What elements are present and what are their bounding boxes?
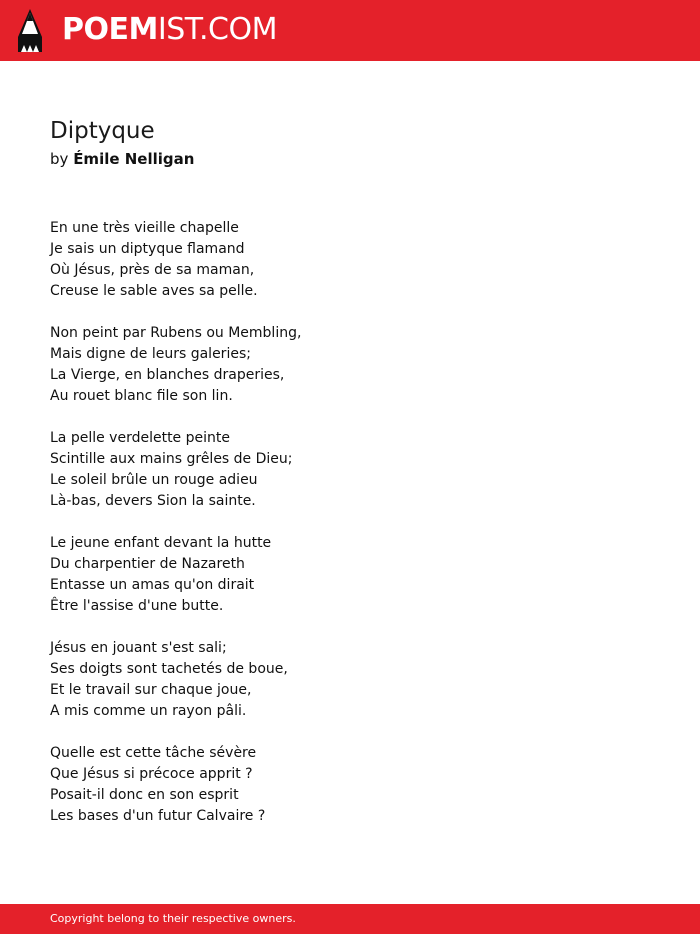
poem-line: La Vierge, en blanches draperies, bbox=[50, 367, 285, 383]
logo-light-text: IST.COM bbox=[157, 12, 277, 47]
poem-line: Quelle est cette tâche sévère bbox=[50, 745, 257, 761]
poem-line: Que Jésus si précoce apprit ? bbox=[50, 766, 253, 782]
poem-line: Les bases d'un futur Calvaire ? bbox=[50, 808, 266, 824]
stanza bbox=[50, 743, 650, 827]
copyright-notice: Copyright belong to their respective owners. bbox=[50, 912, 296, 925]
stanza bbox=[50, 218, 650, 302]
poem-line: Et le travail sur chaque joue, bbox=[50, 682, 252, 698]
site-footer bbox=[0, 904, 700, 934]
stanza bbox=[50, 428, 650, 512]
poem-line: Jésus en jouant s'est sali; bbox=[50, 640, 227, 656]
poem-line: Entasse un amas qu'on dirait bbox=[50, 577, 255, 593]
poem-line: Mais digne de leurs galeries; bbox=[50, 346, 251, 362]
logo-bold-text: POEM bbox=[62, 12, 158, 47]
poem-line: Du charpentier de Nazareth bbox=[50, 556, 245, 572]
stanza bbox=[50, 638, 650, 722]
poem-line: Être l'assise d'une butte. bbox=[50, 598, 224, 614]
poem-line: Le jeune enfant devant la hutte bbox=[50, 535, 272, 551]
poem-line: Posait-il donc en son esprit bbox=[50, 787, 239, 803]
poem-title: Diptyque bbox=[50, 118, 155, 144]
stanza bbox=[50, 323, 650, 407]
poem-line: Le soleil brûle un rouge adieu bbox=[50, 472, 258, 488]
poem-body bbox=[50, 218, 650, 848]
poem-line: En une très vieille chapelle bbox=[50, 220, 239, 236]
poem-line: Scintille aux mains grêles de Dieu; bbox=[50, 451, 293, 467]
byline bbox=[50, 149, 194, 169]
site-logo[interactable] bbox=[62, 12, 277, 48]
poem-line: Où Jésus, près de sa maman, bbox=[50, 262, 255, 278]
site-header bbox=[0, 0, 700, 61]
stanza bbox=[50, 533, 650, 617]
poem-line: Là-bas, devers Sion la sainte. bbox=[50, 493, 256, 509]
by-label: by bbox=[50, 150, 69, 168]
poem-line: Je sais un diptyque flamand bbox=[50, 241, 245, 257]
poem-line: A mis comme un rayon pâli. bbox=[50, 703, 247, 719]
poem-line: Non peint par Rubens ou Membling, bbox=[50, 325, 302, 341]
poem-line: Creuse le sable aves sa pelle. bbox=[50, 283, 258, 299]
poem-line: Au rouet blanc file son lin. bbox=[50, 388, 233, 404]
author-name: Émile Nelligan bbox=[73, 150, 195, 168]
poem-line: La pelle verdelette peinte bbox=[50, 430, 230, 446]
pencil-tip-icon[interactable] bbox=[18, 9, 42, 52]
poem-line: Ses doigts sont tachetés de boue, bbox=[50, 661, 288, 677]
